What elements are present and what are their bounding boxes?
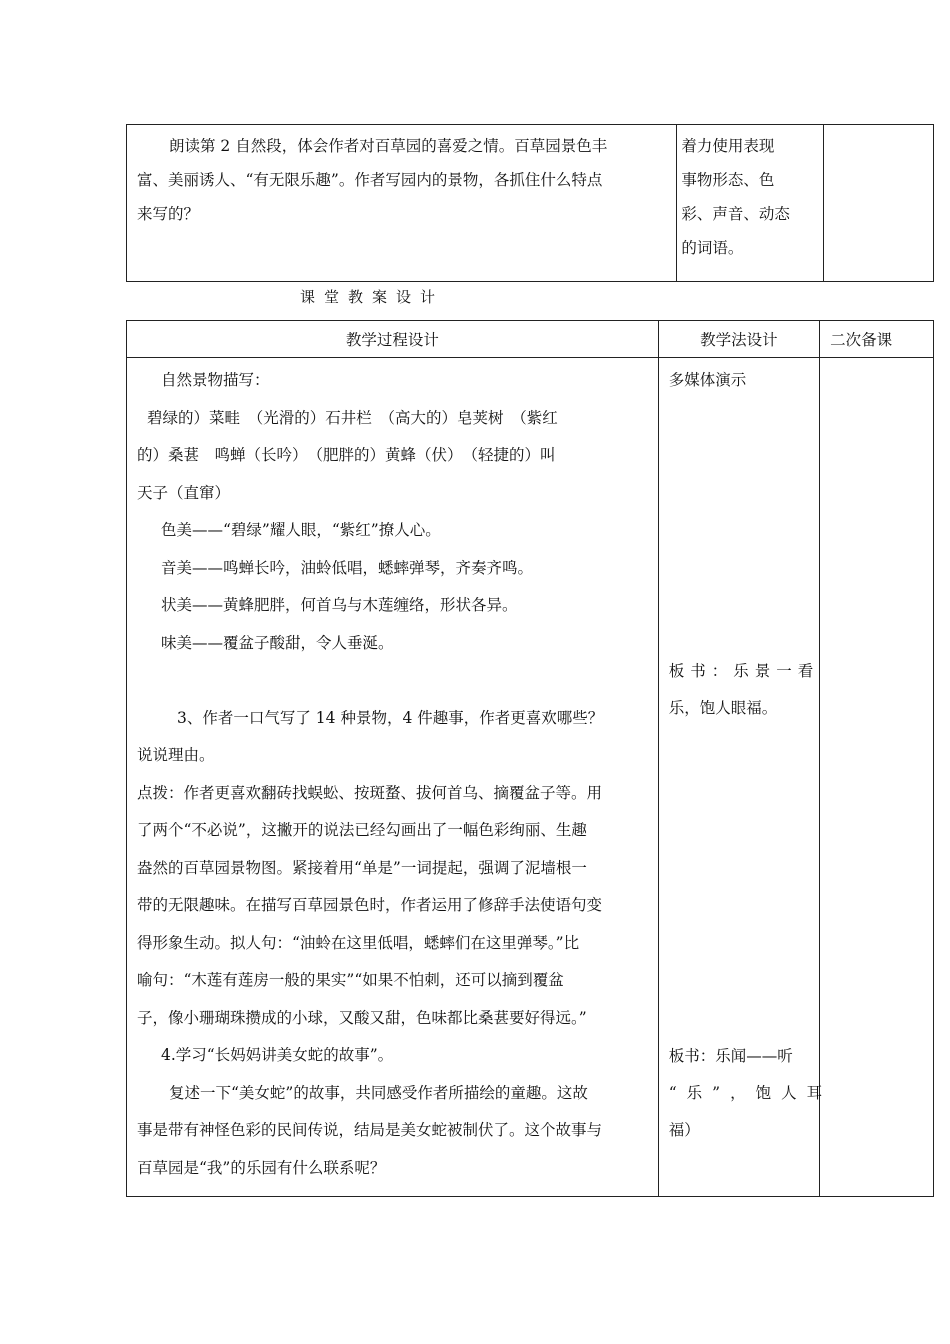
text-line: 说说理由。 — [137, 746, 215, 764]
text-line: 了两个“不必说”，这撇开的说法已经勾画出了一幅色彩绚丽、生趣 — [137, 821, 587, 839]
text-line: 朗读第 2 自然段，体会作者对百草园的喜爱之情。百草园景色丰 — [169, 137, 608, 155]
text-line: 福） — [668, 1121, 700, 1139]
text-line: 来写的？ — [137, 205, 200, 223]
text-line: 乐，饱人眼福。 — [668, 699, 778, 717]
header-method: 教学法设计 — [658, 321, 819, 358]
text-line: 天子（直窜） — [137, 483, 231, 502]
empty-cell — [824, 125, 934, 282]
board-note-1 — [668, 653, 820, 727]
header-process: 教学过程设计 — [127, 321, 659, 358]
text-line: 4.学习“长妈妈讲美女蛇的故事”。 — [161, 1046, 394, 1064]
text-line: 盎然的百草园景物图。紧接着用“单是”一词提起，强调了泥墙根一 — [137, 858, 587, 877]
text-line: 的）桑葚 鸣蝉（长吟） （肥胖的）黄蜂（伏） （轻捷的）叫 — [137, 446, 556, 464]
text-line: 状美——黄蜂肥胖，何首乌与木莲缠络，形状各异。 — [161, 596, 518, 614]
text-line: 板书：乐闻——听 — [668, 1047, 793, 1065]
second-prep-cell — [820, 358, 934, 1197]
text-line: 事物形态、色 — [681, 171, 775, 189]
lesson-table — [126, 320, 934, 1197]
header-second-prep: 二次备课 — [820, 321, 934, 358]
board-note-2 — [668, 1038, 833, 1149]
section-caption: 课堂教案设计 — [300, 288, 445, 306]
method-cell — [658, 358, 833, 1197]
text-line: 子，像小珊瑚珠攒成的小球，又酸又甜，色味都比桑葚要好得远。” — [137, 1008, 587, 1027]
text-line: “乐”，饱人耳 — [668, 1084, 833, 1102]
reading-task-cell — [127, 125, 677, 282]
text-line: 复述一下“美女蛇”的故事，共同感受作者所描绘的童趣。这故 — [169, 1083, 588, 1102]
text-line: 的词语。 — [681, 239, 744, 257]
text-line: 自然景物描写： — [161, 371, 270, 389]
text-line: 事是带有神怪色彩的民间传说，结局是美女蛇被制伏了。这个故事与 — [137, 1121, 603, 1139]
text-line: 3、作者一口气写了 14 种景物，4 件趣事，作者更喜欢哪些？ — [177, 708, 604, 727]
method-intro: 多媒体演示 — [668, 371, 747, 389]
text-line: 点拨：作者更喜欢翻砖找蜈蚣、按斑蝥、拔何首乌、摘覆盆子等。用 — [137, 783, 603, 802]
text-line: 百草园是“我”的乐园有什么联系呢？ — [137, 1158, 386, 1177]
method-note-cell — [677, 125, 824, 282]
text-line: 味美——覆盆子酸甜，令人垂涎。 — [161, 633, 394, 652]
top-table — [126, 124, 934, 282]
text-line: 彩、声音、动态 — [681, 205, 790, 223]
text-line: 碧绿的）菜畦 （光滑的）石井栏 （高大的）皂荚树 （紫红 — [147, 408, 558, 427]
text-line: 富、美丽诱人、“有无限乐趣”。作者写园内的景物，各抓住什么特点 — [137, 171, 603, 189]
text-line: 色美——“碧绿”耀人眼，“紫红”撩人心。 — [161, 521, 441, 539]
text-line: 音美——鸣蝉长吟，油蛉低唱，蟋蟀弹琴，齐奏齐鸣。 — [161, 558, 534, 577]
text-line: 带的无限趣味。在描写百草园景色时，作者运用了修辞手法使语句变 — [137, 896, 603, 914]
text-line: 板书：乐景一看 — [668, 662, 820, 680]
text-line: 喻句：“木莲有莲房一般的果实”“如果不怕刺，还可以摘到覆盆 — [137, 971, 564, 989]
text-line — [137, 662, 650, 700]
text-line: 着力使用表现 — [681, 137, 775, 155]
process-cell — [127, 358, 659, 1197]
text-line: 得形象生动。拟人句：“油蛉在这里低唱，蟋蟀们在这里弹琴。”比 — [137, 933, 580, 952]
